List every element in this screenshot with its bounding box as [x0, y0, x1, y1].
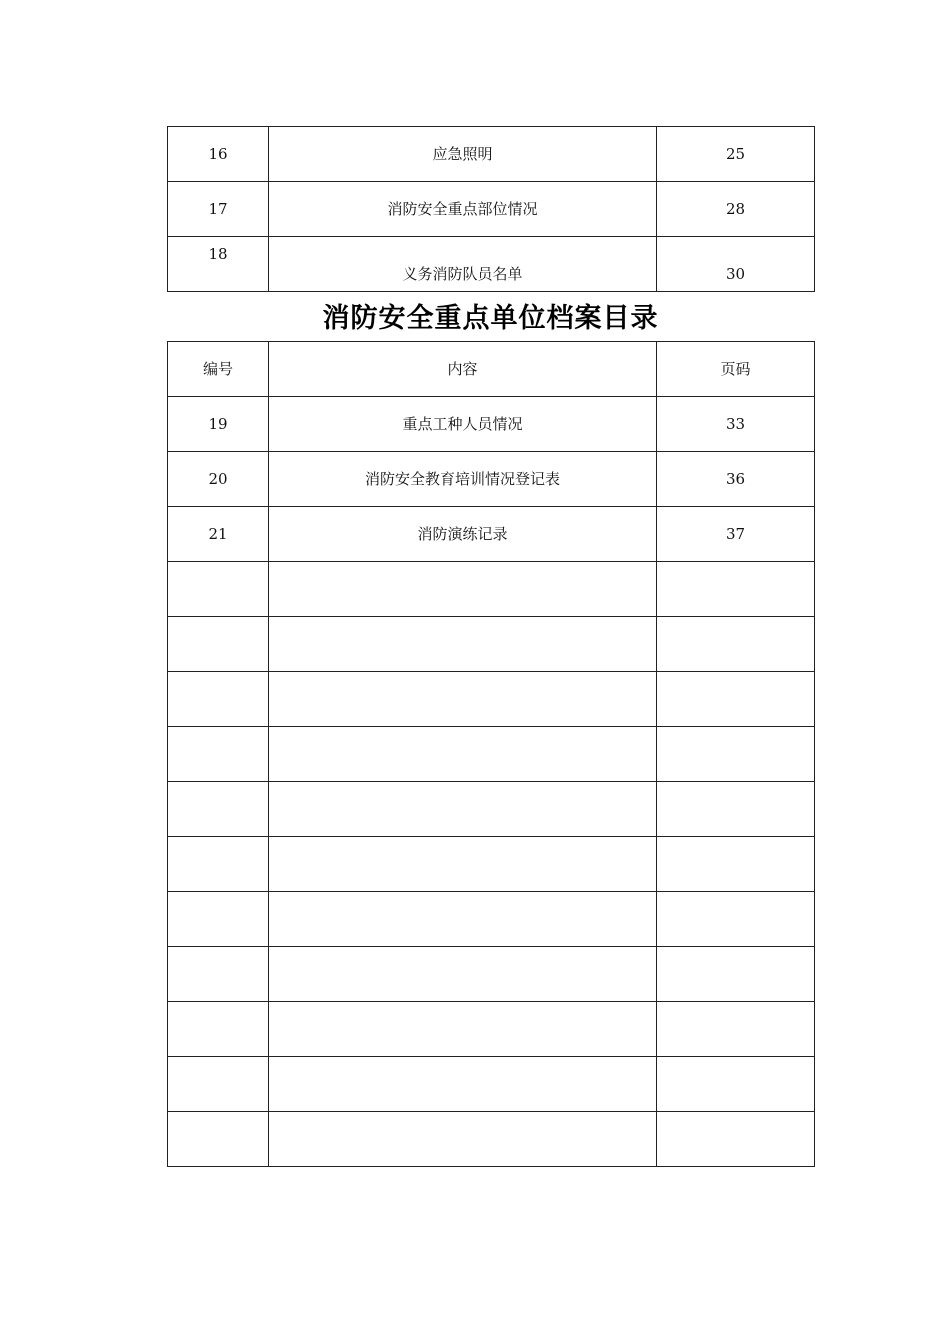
entry-page	[657, 562, 815, 617]
entry-content	[269, 672, 657, 727]
entry-content	[269, 562, 657, 617]
entry-page	[657, 1057, 815, 1112]
table-row	[168, 237, 815, 292]
entry-number: 21	[168, 507, 269, 562]
table-row	[168, 892, 815, 947]
entry-page	[657, 947, 815, 1002]
entry-content: 消防演练记录	[269, 507, 657, 562]
table-row	[168, 127, 815, 182]
entry-page	[657, 1002, 815, 1057]
entry-number: 16	[168, 127, 269, 182]
entry-number	[168, 947, 269, 1002]
header-number: 编号	[168, 342, 269, 397]
entry-page	[657, 837, 815, 892]
table-row	[168, 617, 815, 672]
table-header-row	[168, 342, 815, 397]
entry-number	[168, 782, 269, 837]
entry-number: 18	[208, 245, 228, 263]
entry-content: 应急照明	[269, 127, 657, 182]
table-row	[168, 947, 815, 1002]
entry-page	[657, 892, 815, 947]
entry-content	[269, 782, 657, 837]
table-row	[168, 1057, 815, 1112]
entry-page	[657, 1112, 815, 1167]
table-row	[168, 452, 815, 507]
table-row	[168, 1112, 815, 1167]
entry-number: 17	[168, 182, 269, 237]
entry-page	[657, 672, 815, 727]
table-row	[168, 182, 815, 237]
entry-number	[168, 672, 269, 727]
table-row	[168, 837, 815, 892]
entry-content	[269, 837, 657, 892]
header-content: 内容	[269, 342, 657, 397]
entry-number	[168, 837, 269, 892]
entry-page: 30	[657, 237, 815, 292]
entry-page	[657, 617, 815, 672]
entry-number	[168, 617, 269, 672]
table-row	[168, 672, 815, 727]
entry-content	[269, 617, 657, 672]
entry-number-cell	[168, 237, 269, 292]
entry-number: 19	[168, 397, 269, 452]
toc-table	[167, 341, 815, 1167]
entry-page	[657, 782, 815, 837]
entry-content: 重点工种人员情况	[269, 397, 657, 452]
entry-page: 37	[657, 507, 815, 562]
entry-number	[168, 1057, 269, 1112]
entry-content	[269, 892, 657, 947]
entry-content	[269, 1002, 657, 1057]
entry-content	[269, 1057, 657, 1112]
page-title: 消防安全重点单位档案目录	[322, 303, 659, 334]
entry-page	[657, 727, 815, 782]
entry-number: 20	[168, 452, 269, 507]
entry-page: 36	[657, 452, 815, 507]
toc-table-continued	[167, 126, 815, 292]
table-row	[168, 727, 815, 782]
entry-content: 消防安全重点部位情况	[269, 182, 657, 237]
entry-number	[168, 1002, 269, 1057]
table-row	[168, 562, 815, 617]
entry-page: 25	[657, 127, 815, 182]
entry-content: 消防安全教育培训情况登记表	[269, 452, 657, 507]
entry-page: 28	[657, 182, 815, 237]
entry-number	[168, 562, 269, 617]
entry-content	[269, 727, 657, 782]
entry-page: 33	[657, 397, 815, 452]
entry-content: 义务消防队员名单	[269, 237, 657, 292]
table-row	[168, 507, 815, 562]
entry-number	[168, 892, 269, 947]
table-row	[168, 397, 815, 452]
table-row	[168, 782, 815, 837]
entry-content	[269, 1112, 657, 1167]
table-row	[168, 1002, 815, 1057]
entry-number	[168, 1112, 269, 1167]
header-page: 页码	[657, 342, 815, 397]
entry-content	[269, 947, 657, 1002]
entry-number	[168, 727, 269, 782]
